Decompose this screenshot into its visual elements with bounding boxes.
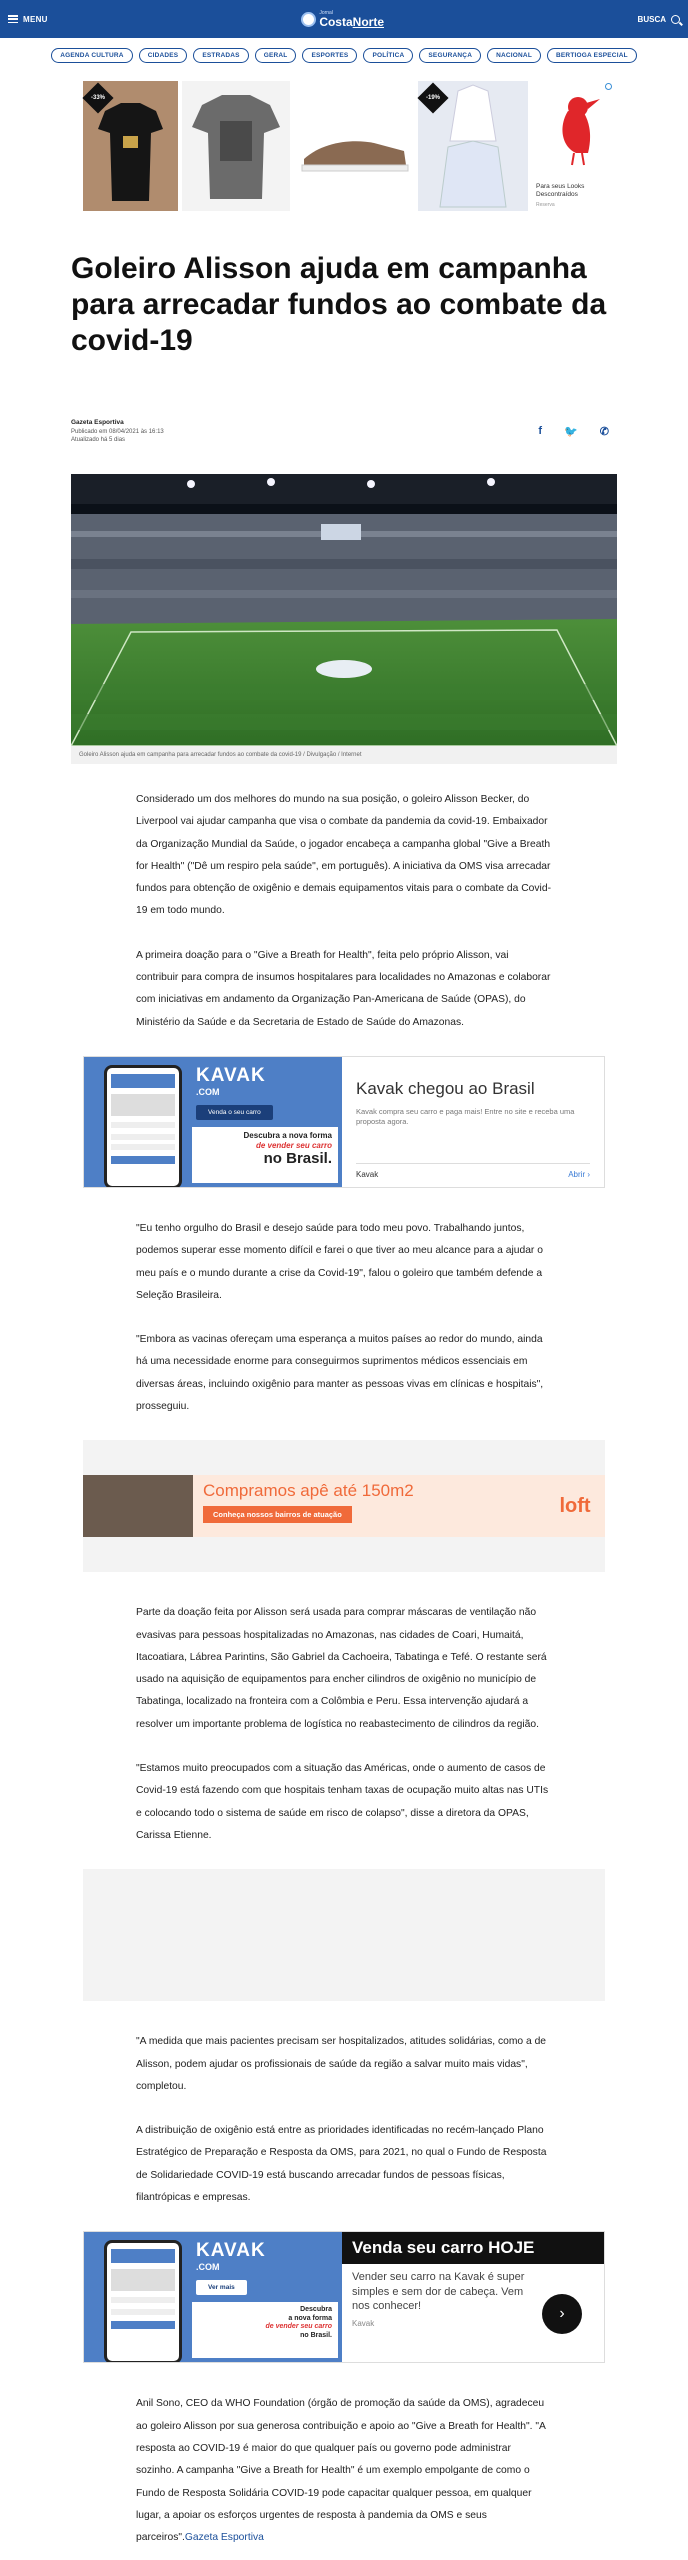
loft-ad[interactable] [83,1440,605,1572]
adchoices-icon[interactable] [605,83,612,90]
discount-badge-2: -19% [417,82,448,113]
stadium-photo [71,474,617,746]
facebook-share-icon[interactable]: f [538,424,543,437]
hamburger-icon [8,15,18,23]
ad-side-text: Para seus Looks Descontraídos [536,183,585,199]
phone-mockup-image [104,1065,182,1187]
category-nacional[interactable]: NACIONAL [487,48,541,63]
category-cidades[interactable]: CIDADES [139,48,188,63]
kavak-ad-1[interactable] [83,1056,605,1188]
logo-ball-icon [301,12,316,27]
category-agenda-cultura[interactable]: AGENDA CULTURA [51,48,132,63]
ad-product-tshirt-black[interactable] [83,81,178,211]
kavak2-description: Vender seu carro na Kavak é super simples e sem dor de cabeça. Vem nos conhecer! [352,2271,525,2312]
shoe-image [294,81,414,211]
article-paragraph: Parte da doação feita por Alisson será usada para comprar máscaras de ventilação não evasivas para pessoas hospitalizadas no Amazonas, nas cidades de Coari, Humaitá, Itacoatiara, Lábrea Parintins, São Gabriel da Cachoeira, Tabatinga e Tefé. O restante será usado na aquisição de equipamentos para encher cilindros de oxigênio no município de Tabatinga, localizado na fronteira com a Colômbia e Peru. Essa intervenção ajudará a resolver um importante problema de logística no reabastecimento de cilindros da região. [136,1607,547,1730]
article-paragraph: "Estamos muito preocupados com a situação das Américas, onde o aumento de casos de Covid-19 está fazendo com que hospitais tenham taxas de ocupação muito altas nas UTIs e colocando todo o sistema de saúde em risco de colapso", disse a diretora da OPAS, Carissa Etienne. [136,1763,549,1841]
ad-side-panel[interactable] [532,81,614,211]
ad-product-shoe[interactable] [294,81,414,211]
article-body-4 [136,2031,552,2209]
category-estradas[interactable]: ESTRADAS [193,48,248,63]
logo-name-2: Norte [352,14,384,29]
empty-ad-slot [83,1869,605,2001]
kavak-tagline: Descubra a nova forma de vender seu carro no Brasil. [192,1127,338,1183]
category-politica[interactable]: POLÍTICA [363,48,413,63]
source-link[interactable]: Gazeta Esportiva [184,2532,264,2544]
kavak-open-button[interactable]: Abrir › [568,1169,590,1179]
photo-caption: Goleiro Alisson ajuda em campanha para arrecadar fundos ao combate da covid-19 / Divulgação / Internet [71,746,617,764]
loft-cta-button[interactable]: Conheça nossos bairros de atuação [203,1506,352,1523]
kavak2-advertiser: Kavak [352,2319,375,2329]
article-meta [71,419,617,444]
category-seguranca[interactable]: SEGURANÇA [419,48,481,63]
ad-product-tshirt-grey[interactable] [182,81,290,211]
loft-logo: loft [559,1494,591,1517]
living-room-image [83,1475,193,1537]
product-ad-banner[interactable] [83,81,605,211]
article-paragraph: "A medida que mais pacientes precisam ser hospitalizados, atitudes solidárias, como a de Alisson, podem ajudar os profissionais de saúde da região a salvar muito mais vidas", completou. [136,2036,547,2092]
kavak-more-button[interactable]: Ver mais [196,2280,247,2295]
logo-name: Costa [319,14,353,29]
kavak-headline[interactable]: Kavak chegou ao Brasil [356,1078,535,1098]
article-paragraph: "Embora as vacinas ofereçam uma esperança a muitos países ao redor do mundo, ainda há uma necessidade enorme para conseguirmos suprimentos médicos essenciais em diversas áreas, incluindo oxigênio para manter as pessoas vivas em clínicas e hospitais", prosseguiu. [136,1334,544,1412]
kavak-tagline-2: Descubra a nova forma de vender seu carro no Brasil. [192,2302,338,2358]
category-esportes[interactable]: ESPORTES [302,48,357,63]
search-button[interactable] [638,15,680,24]
article-paragraph: "Eu tenho orgulho do Brasil e desejo saúde para todo meu povo. Trabalhando juntos, podemos superar esse momento difícil e farei o que tiver ao meu alcance para a ajudar o meu país e o mundo durante a crise da Covid-19", falou o goleiro que também defende a Seleção Brasileira. [136,1222,543,1301]
logo-small-text: Jornal [319,9,333,16]
bird-logo-icon [548,87,608,167]
loft-headline: Compramos apê até 150m2 [203,1481,414,1501]
kavak2-headline[interactable]: Venda seu carro HOJE [342,2232,604,2264]
menu-button[interactable] [8,15,48,24]
kavak-advertiser: Kavak [356,1169,379,1179]
kavak-description: Kavak compra seu carro e paga mais! Entre no site e receba uma proposta agora. [356,1106,575,1127]
article-paragraph-last: Anil Sono, CEO da WHO Foundation (órgão de promoção da saúde da OMS), agradeceu ao goleiro Alisson por sua generosa contribuição e apoio ao "Give a Breath for Health". "A resposta ao COVID-19 é maior do que qualquer país ou governo pode administrar sozinho. A campanha "Give a Breath for Health" é um exemplo empolgante de como o Fundo de Resposta Solidária COVID-19 pode capacitar qualquer pessoa, em qualquer lugar, a apoiar os esforços urgentes de resposta à pandemia da OMS e seus parceiros".Gazeta Esportiva [136,2398,546,2544]
category-geral[interactable]: GERAL [255,48,297,63]
twitter-share-icon[interactable]: 🐦 [564,425,578,438]
tshirt-grey-image [182,81,290,211]
menu-label: MENU [23,14,48,24]
kavak-logo: KAVAK .COM [196,1064,266,1097]
top-navbar [0,0,688,38]
article-updated: Atualizado há 5 dias [71,436,126,443]
category-bertioga-especial[interactable]: BERTIOGA ESPECIAL [547,48,637,63]
article-published: Publicado em 08/04/2021 às 16:13 [71,428,164,435]
kavak-logo-2: KAVAK .COM [196,2240,266,2273]
article-title: Goleiro Alisson ajuda em campanha para arrecadar fundos ao combate da covid-19 [71,252,607,357]
category-nav [0,38,688,71]
article-hero [71,474,617,764]
discount-badge: -33% [82,82,113,113]
article-author: Gazeta Esportiva [71,419,124,426]
article-body-3 [136,1602,552,1847]
kavak-ad-2[interactable] [83,2231,605,2363]
article-paragraph: Considerado um dos melhores do mundo na sua posição, o goleiro Alisson Becker, do Liverpool vai ajudar campanha que visa o combate da pandemia da covid-19. Embaixador da Organização Mundial da Saúde, o jogador encabeça a campanha global "Give a Breath for Health" ("Dê um respiro pela saúde", em português). A iniciativa da OMS visa arrecadar fundos para obtenção de oxigênio e demais equipamentos vitais para o combate da Covid-19 em todo mundo. [136,793,551,917]
phone-mockup-image-2 [104,2240,182,2362]
search-label: BUSCA [637,14,666,24]
ad-product-shirts[interactable] [418,81,528,211]
site-logo[interactable] [301,11,384,28]
article-body-5 [136,2393,552,2549]
stadium-image [71,474,617,746]
search-icon [671,15,680,24]
article-body-2 [136,1218,552,1418]
article-paragraph: A distribuição de oxigênio está entre as prioridades identificadas no recém-lançado Plano Estratégico de Preparação e Resposta da OMS, para 2021, no qual o Fundo de Resposta de Solidariedade COVID-19 está buscando arrecadar fundos de pessoas físicas, filantrópicas e empresas. [136,2125,547,2204]
whatsapp-share-icon[interactable]: ✆ [599,425,609,438]
kavak-sell-button[interactable]: Venda o seu carro [196,1105,273,1120]
ad-side-source: Reserva [536,202,555,208]
article-paragraph: A primeira doação para o "Give a Breath for Health", feita pelo próprio Alisson, vai contribuir para compra de insumos hospitalares para localidades no Amazonas e colaborar com iniciativas em andamento da Organização Pan-Americana de Saúde (OPAS), do Ministério da Saúde e da Secretaria de Estado de Saúde do Amazonas. [136,949,551,1028]
article-body [136,789,552,1034]
chevron-right-icon[interactable]: › [542,2294,582,2334]
share-bar [538,425,609,438]
